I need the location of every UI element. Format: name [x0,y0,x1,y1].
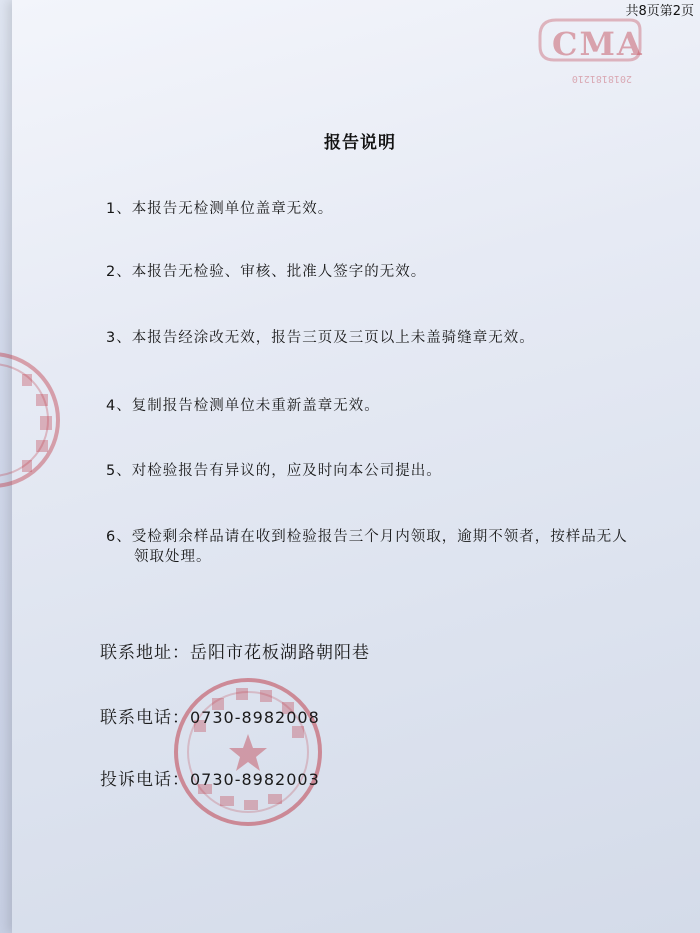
cma-code-text: 2018181210 [571,73,632,84]
item-number: 5、 [106,463,132,479]
item-number: 3、 [106,330,132,346]
complaint-phone [100,765,320,790]
page-title: 报告说明 [324,133,396,153]
item-text: 本报告无检测单位盖章无效。 [131,201,334,217]
item-text: 本报告无检验、审核、批准人签字的无效。 [131,264,427,280]
phone-value: 0730-8982008 [190,708,320,727]
list-item [106,328,535,348]
item-text: 复制报告检测单位未重新盖章无效。 [131,398,380,414]
list-item [106,396,380,416]
item-number: 2、 [106,264,132,280]
item-text: 对检验报告有异议的，应及时向本公司提出。 [131,463,442,479]
list-item [106,461,442,481]
address-value: 岳阳市花板湖路朝阳巷 [190,643,370,663]
page-number-label: 共8页第2页 [625,4,694,19]
item-text: 本报告经涂改无效，报告三页及三页以上未盖骑缝章无效。 [131,330,535,346]
item-number: 6、 [106,529,132,545]
list-item [106,262,426,282]
address-label: 联系地址： [100,643,190,663]
complaint-value: 0730-8982003 [190,770,320,789]
list-item [106,199,333,219]
item-text: 受检剩余样品请在收到检验报告三个月内领取，逾期不领者，按样品无人 [131,529,628,545]
complaint-label: 投诉电话： [100,770,190,790]
list-item [106,527,681,567]
cma-logo-text: CMA [552,25,644,63]
item-number: 1、 [106,201,132,217]
phone-label: 联系电话： [100,708,190,728]
item-number: 4、 [106,398,132,414]
contact-phone [100,703,320,728]
contact-address [100,638,370,663]
item-text-continued: 领取处理。 [134,549,212,565]
